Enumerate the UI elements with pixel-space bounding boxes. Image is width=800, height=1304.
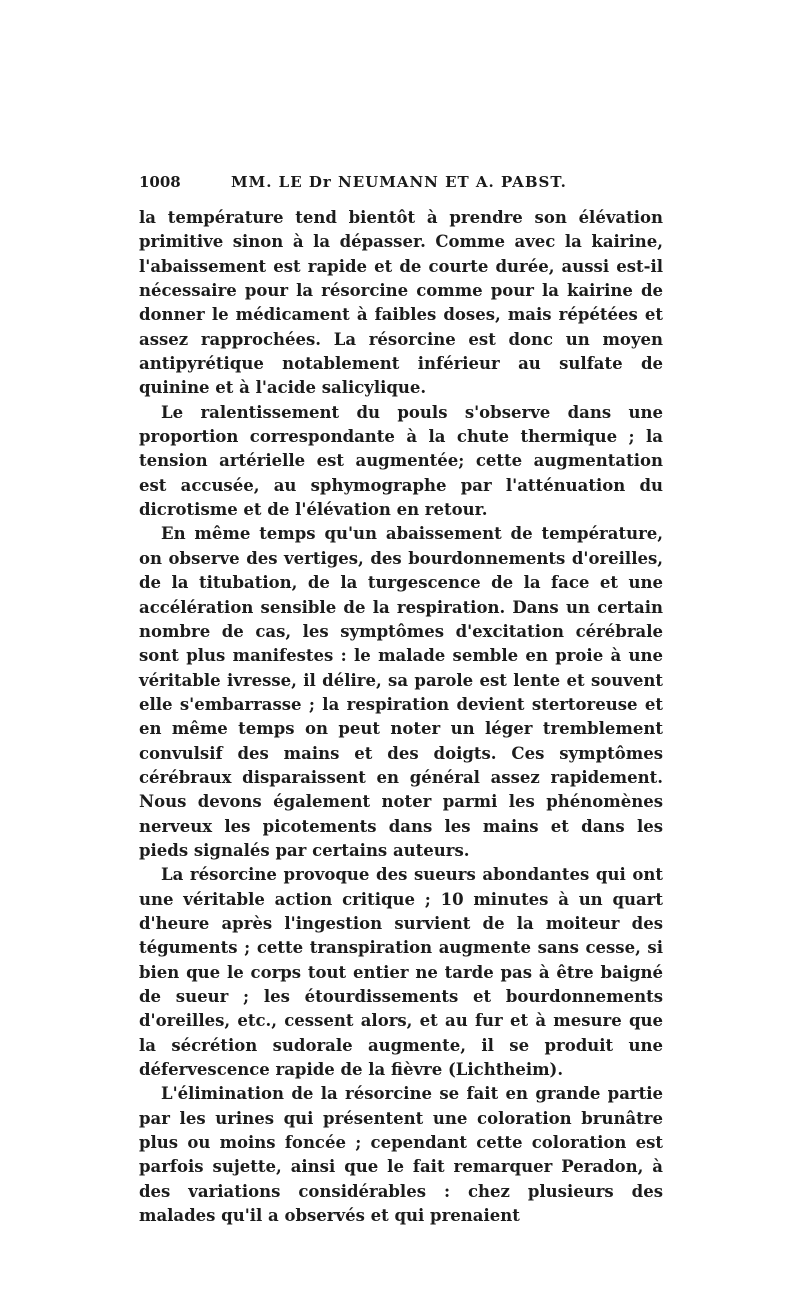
paragraph: la température tend bientôt à prendre son élévation primitive sinon à la dépasser. Comme avec la kairine, l'abaissement est rapide et de courte durée, aussi est-il nécessaire pour la résorcine comme pour la kairine de donner le médicament à faibles doses, mais répétées et assez rapprochées. La résorcine est donc un moyen antipyrétique notablement inférieur au sulfate de quinine et à l'acide salicylique.	[139, 208, 663, 398]
paragraph: En même temps qu'un abaissement de température, on observe des vertiges, des bourdonnements d'oreilles, de la titubation, de la turgescence de la face et une accélération sensible de la respiration. Dans un certain nombre de cas, les symptômes d'excitation cérébrale sont plus manifestes : le malade semble en proie à une véritable ivresse, il délire, sa parole est lente et souvent elle s'embarrasse ; la respiration devient stertoreuse et en même temps on peut noter un léger tremblement convulsif des mains et des doigts. Ces symptômes cérébraux disparaissent en général assez rapidement. Nous devons également noter parmi les phénomènes nerveux les picotements dans les mains et dans les pieds signalés par certains auteurs.	[139, 524, 663, 860]
running-title: MM. LE Dr NEUMANN ET A. PABST.	[231, 173, 567, 191]
body-text	[139, 206, 663, 1228]
page-number: 1008	[139, 173, 181, 191]
paragraph: L'élimination de la résorcine se fait en grande partie par les urines qui présentent une coloration brunâtre plus ou moins foncée ; cependant cette coloration est parfois sujette, ainsi que le fait remarquer Peradon, à des variations considérables : chez plusieurs des malades qu'il a observés et qui prenaient	[139, 1084, 663, 1226]
running-head	[139, 173, 663, 197]
paragraph: La résorcine provoque des sueurs abondantes qui ont une véritable action critique ; 10 minutes à un quart d'heure après l'ingestion survient de la moiteur des téguments ; cette transpiration augmente sans cesse, si bien que le corps tout entier ne tarde pas à être baigné de sueur ; les étourdissements et bourdonnements d'oreilles, etc., cessent alors, et au fur et à mesure que la sécrétion sudorale augmente, il se produit une défervescence rapide de la fièvre (Lichtheim).	[139, 865, 663, 1080]
paragraph: Le ralentissement du pouls s'observe dans une proportion correspondante à la chute thermique ; la tension artérielle est augmentée; cette augmentation est accusée, au sphymographe par l'atténuation du dicrotisme et de l'élévation en retour.	[139, 402, 663, 520]
